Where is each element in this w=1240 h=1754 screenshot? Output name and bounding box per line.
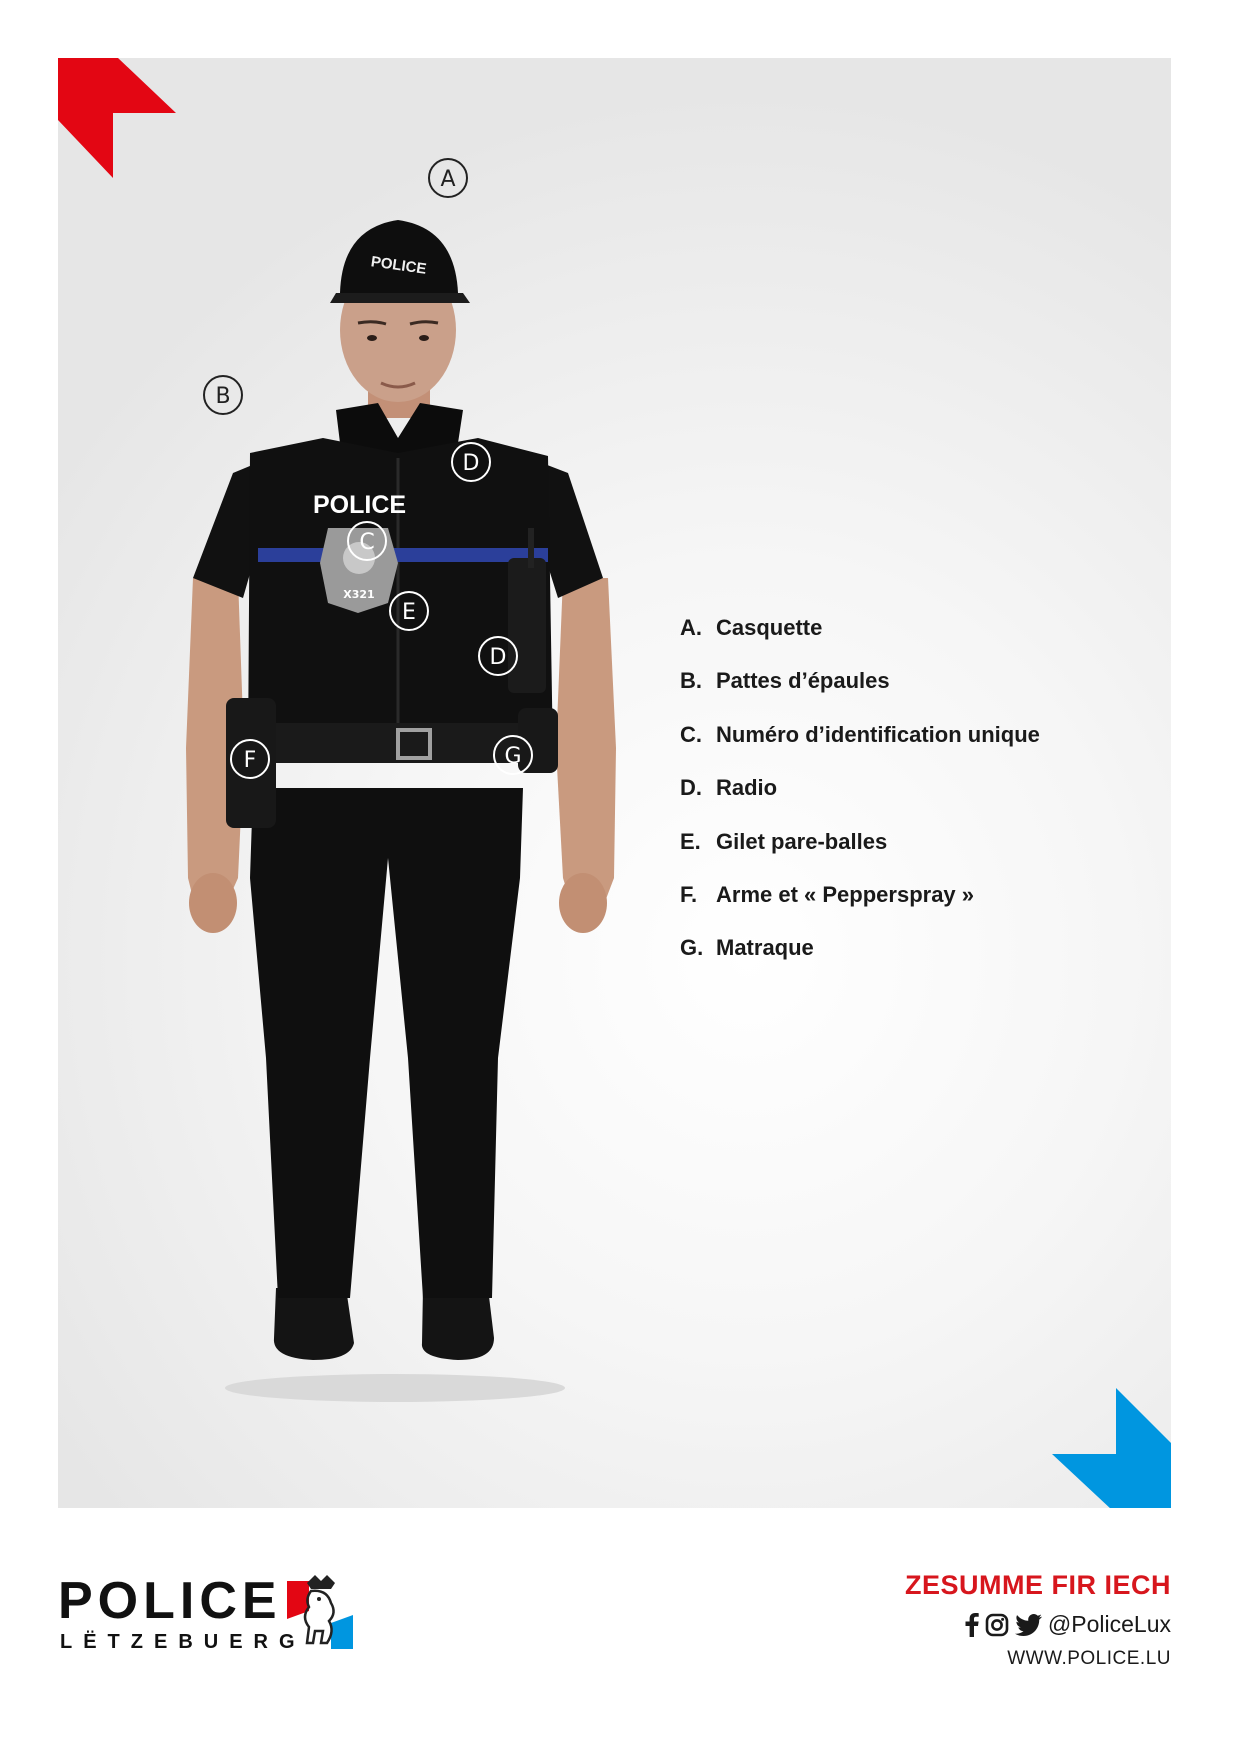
marker-f: F xyxy=(230,739,270,779)
logo-subtitle: LËTZEBUERG xyxy=(60,1631,306,1653)
marker-d-vest: D xyxy=(478,636,518,676)
social-handle[interactable]: @PoliceLux xyxy=(1047,1611,1171,1637)
legend-letter: A. xyxy=(680,615,702,640)
legend-letter: E. xyxy=(680,828,701,854)
marker-d-shoulder: D xyxy=(451,442,491,482)
legend-item xyxy=(680,775,1040,828)
legend-label: Radio xyxy=(716,775,778,801)
legend-item xyxy=(680,722,1040,775)
twitter-icon[interactable] xyxy=(1015,1614,1042,1636)
legend-label: Numéro d’identification unique xyxy=(716,721,1040,747)
badge-number: X321 xyxy=(343,588,375,601)
legend-letter: G. xyxy=(680,935,704,961)
facebook-icon[interactable] xyxy=(965,1613,979,1637)
legend-label: Pattes d’épaules xyxy=(716,668,890,694)
marker-c: C xyxy=(347,521,387,561)
legend-item xyxy=(680,882,1040,935)
legend-label: Matraque xyxy=(716,935,814,961)
slogan: ZESUMME FIR IECH xyxy=(904,1570,1171,1600)
lion-emblem-icon xyxy=(287,1573,353,1651)
marker-e: E xyxy=(389,591,429,631)
legend-letter: D. xyxy=(680,775,702,801)
cap-label: POLICE xyxy=(369,253,428,278)
legend-letter: F. xyxy=(680,881,698,907)
footer-contact xyxy=(905,1570,1171,1670)
marker-b: B xyxy=(203,375,243,415)
legend-item xyxy=(680,668,1040,721)
marker-g: G xyxy=(493,735,533,775)
legend-item xyxy=(680,829,1040,882)
instagram-icon[interactable] xyxy=(985,1613,1009,1637)
social-row xyxy=(905,1611,1171,1638)
vest-label: POLICE xyxy=(313,491,407,519)
legend-label: Arme et « Pepperspray » xyxy=(716,881,975,907)
legend-label: Casquette xyxy=(716,615,823,640)
legend-item xyxy=(680,615,1040,668)
police-logo xyxy=(58,1572,306,1654)
marker-a: A xyxy=(428,158,468,198)
legend-label: Gilet pare-balles xyxy=(716,828,888,854)
equipment-legend xyxy=(680,615,1040,989)
logo-wordmark: POLICE xyxy=(58,1572,282,1630)
legend-item xyxy=(680,935,1040,988)
legend-letter: B. xyxy=(680,668,702,694)
legend-letter: C. xyxy=(680,721,702,747)
website-link[interactable]: WWW.POLICE.LU xyxy=(1007,1648,1171,1669)
